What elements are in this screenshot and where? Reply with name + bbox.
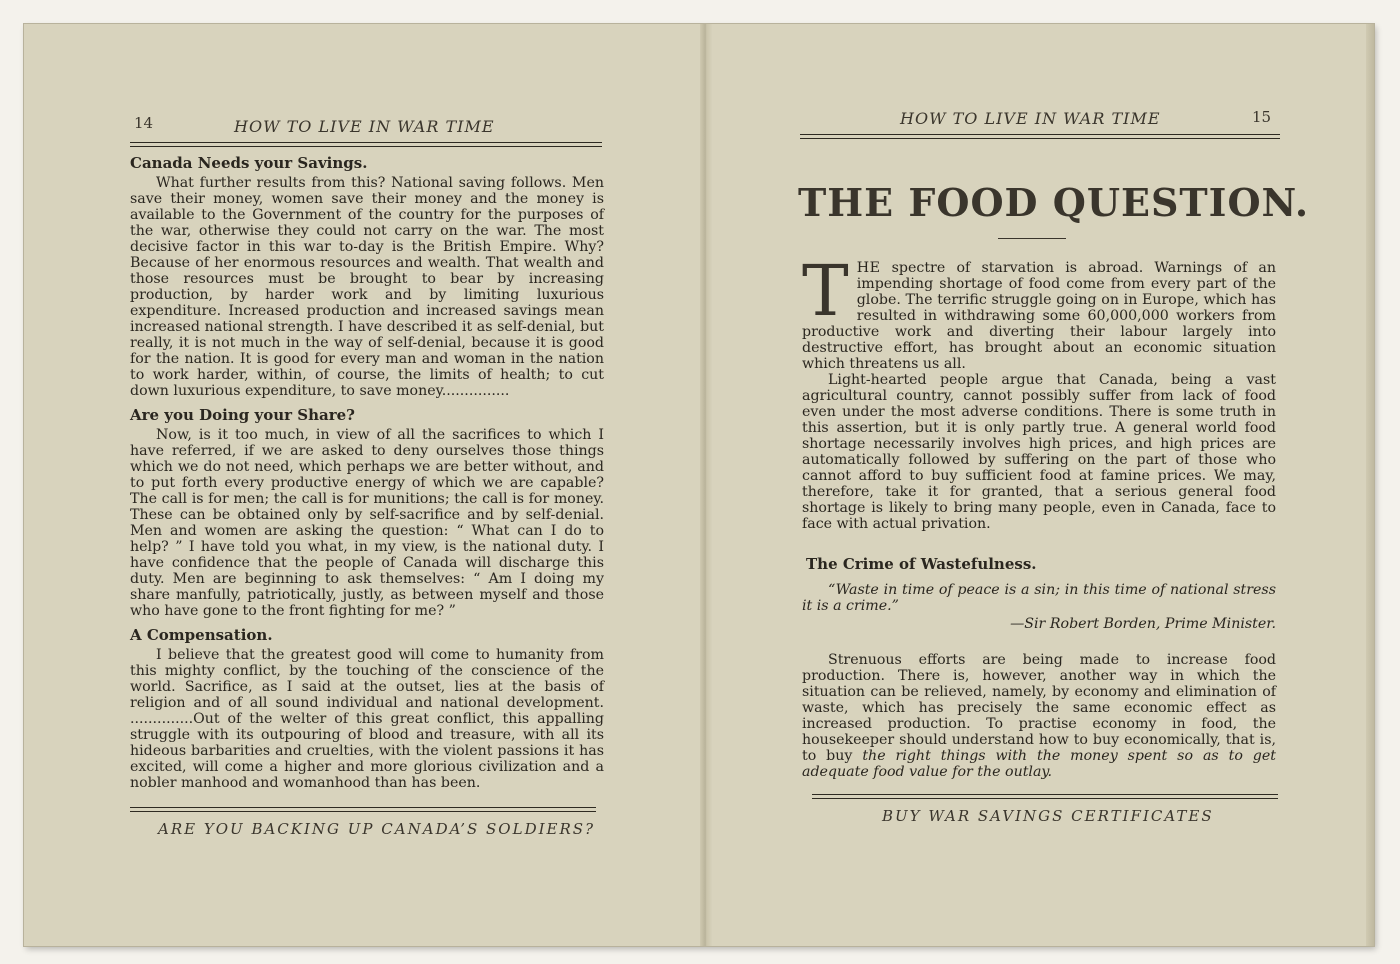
running-head: HOW TO LIVE IN WAR TIME — [900, 109, 1161, 128]
intro-paragraph — [802, 250, 1276, 372]
right-page — [712, 24, 1366, 946]
title-rule — [998, 238, 1066, 239]
drop-cap: T — [802, 250, 849, 332]
paragraph: Light-hearted people argue that Canada, being a vast agricultural country, cannot possibly suffer from lack of food even under the most adverse conditions. There is some truth in this assertion, but it is only partly true. A general world food shortage necessarily involves high prices, and high prices are automatically followed by suffering on the part of those who cannot afford to buy sufficient food at famine prices. We may, therefore, take it for granted, that a serious general food shortage is likely to bring many people, even in Canada, face to face with actual privation. — [802, 372, 1276, 532]
epigraph-quote: “Waste in time of peace is a sin; in this time of national stress it is a crime.” — [802, 582, 1276, 614]
intro-small-caps: HE — [856, 260, 881, 276]
footer-rule — [130, 807, 596, 812]
section-body: I believe that the greatest good will come to humanity from this mighty conflict, by the touching of the conscience of the world. Sacrifice, as I said at the outset, lies at the basis of religion and of all sound individual and national development. ..............Out of the welter of this great conflict, this appalling struggle with its outpouring of blood and treasure, with all its hideous barbarities and cruelties, with the violent passions it has excited, will come a higher and more glorious civilization and a nobler manhood and womanhood than has been. — [130, 647, 604, 791]
paragraph-text: Strenuous efforts are being made to increase food production. There is, however, another way in which the situation can be relieved, namely, by economy and elimination of waste, which has precisely the same economic effect as increased production. To practise economy in food, the housekeeper should understand how to buy economically, that is, to buy — [802, 652, 1276, 764]
footer-rule — [812, 794, 1278, 799]
quote-attribution: —Sir Robert Borden, Prime Minister. — [1010, 616, 1276, 632]
section-body: What further results from this? National saving follows. Men save their money, women save their money and the money is available to the Government of the country for the purposes of the war, otherwise they could not carry on the war. The most decisive factor in this war to-day is the British Empire. Why? Because of her enormous resources and wealth. That wealth and those resources must be brought to bear by increasing production, by harder work and by limiting luxurious expenditure. Increased production and increased savings mean increased national strength. I have described it as self-denial, but really, it is not much in the way of self-denial, because it is good for the nation. It is good for every man and woman in the nation to work harder, within, of course, the limits of health; to cut down luxurious expenditure, to save money............... — [130, 175, 604, 399]
section-heading: The Crime of Wastefulness. — [806, 555, 1037, 573]
intro-text: spectre of starvation is abroad. Warnings of an impending shortage of food come from every part of the globe. The terrific struggle going on in Europe, which has resulted in withdrawing some 60,000,000 workers from productive work and diverting their labour largely into destructive effort, has brought about an economic situation which threatens us all. — [802, 260, 1276, 372]
paragraph-italic: the right things with the money spent so as to get adequate food value for the outlay. — [802, 748, 1276, 780]
page-footer: BUY WAR SAVINGS CERTIFICATES — [882, 807, 1214, 825]
page-edge — [1366, 24, 1374, 946]
chapter-title: THE FOOD QUESTION. — [798, 180, 1310, 225]
header-rule — [800, 134, 1280, 139]
page-footer: ARE YOU BACKING UP CANADA’S SOLDIERS? — [158, 820, 596, 838]
section-heading: Canada Needs your Savings. — [130, 154, 368, 172]
left-page — [24, 24, 700, 946]
page-number: 14 — [134, 114, 154, 132]
page-number: 15 — [1252, 108, 1272, 126]
right-text-column — [802, 250, 1276, 780]
header-rule — [130, 142, 602, 147]
booklet-spread — [24, 24, 1374, 946]
paragraph — [802, 652, 1276, 780]
section-heading: Are you Doing your Share? — [130, 406, 355, 424]
section-heading: A Compensation. — [130, 626, 273, 644]
center-gutter — [700, 24, 712, 946]
section-body: Now, is it too much, in view of all the sacrifices to which I have referred, if we are asked to deny ourselves those things which we do not need, which perhaps we are better without, and to put forth every productive energy of which we are capable? The call is for men; the call is for munitions; the call is for money. These can be obtained only by self-sacrifice and by self-denial. Men and women are asking the question: “ What can I do to help? ” I have told you what, in my view, is the national duty. I have confidence that the people of Canada will discharge this duty. Men are beginning to ask themselves: “ Am I doing my share manfully, patriotically, justly, as between myself and those who have gone to the front fighting for me? ” — [130, 427, 604, 619]
running-head: HOW TO LIVE IN WAR TIME — [234, 117, 495, 136]
left-text-column — [130, 155, 604, 791]
